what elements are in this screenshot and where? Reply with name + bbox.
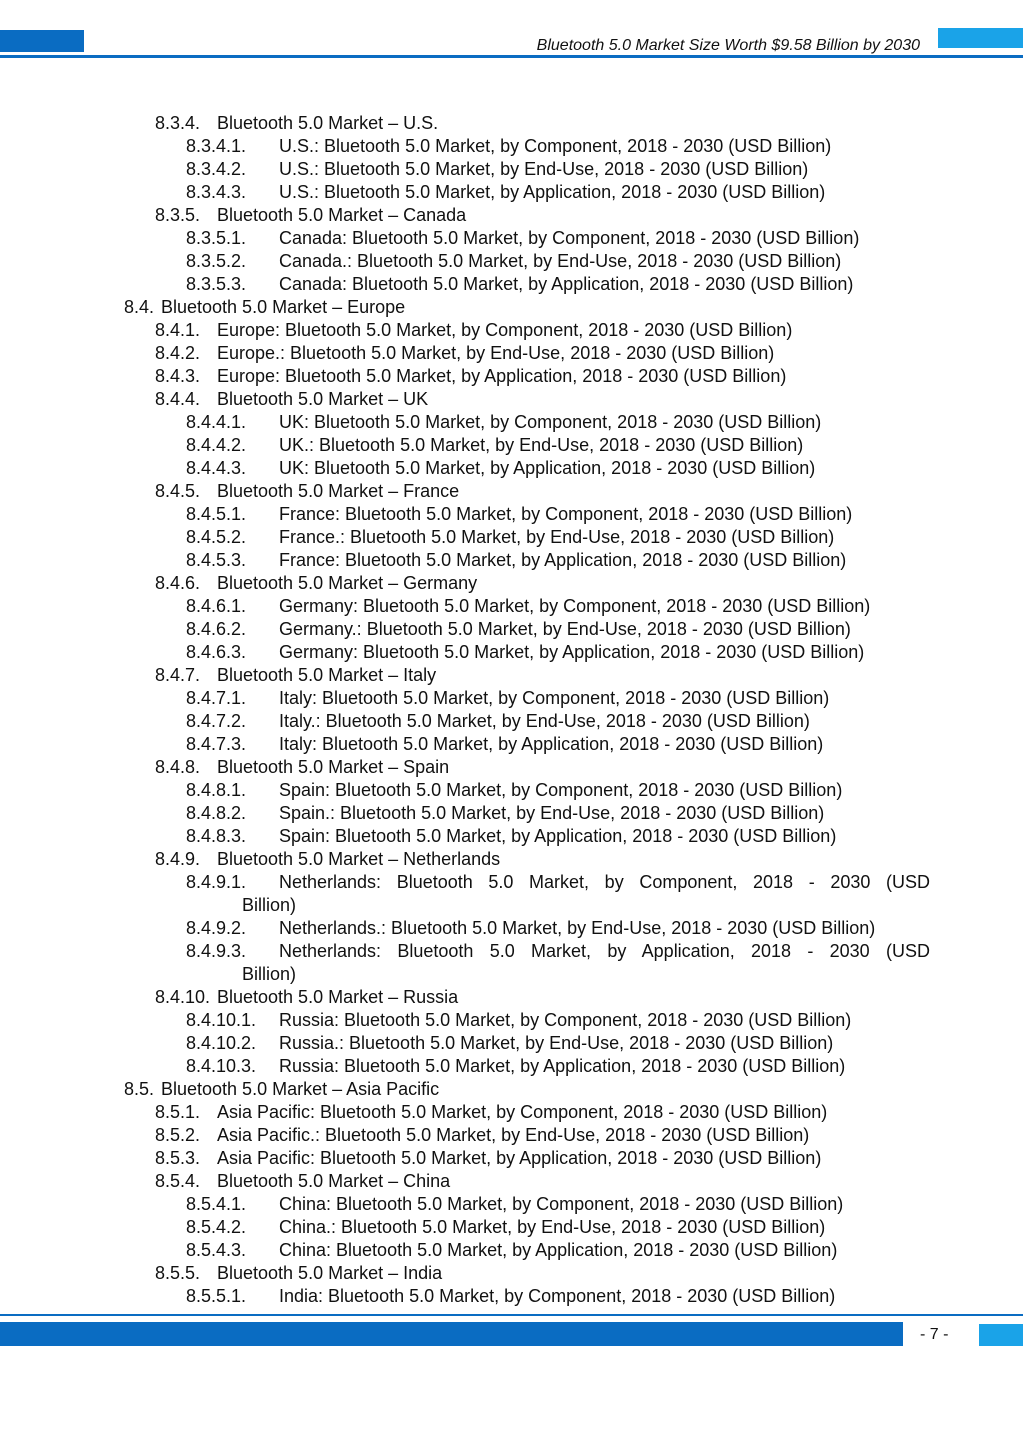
toc-entry-number: 8.4.7.3.: [186, 734, 247, 754]
toc-entry[interactable]: [0, 158, 1023, 181]
toc-entry-title: Bluetooth 5.0 Market – France: [217, 481, 460, 501]
toc-entry-title: Bluetooth 5.0 Market – Europe: [161, 297, 406, 317]
toc-entry[interactable]: [0, 733, 1023, 756]
toc-entry-title: India: Bluetooth 5.0 Market, by Component, 2018 - 2030 (USD Billion): [279, 1286, 836, 1306]
toc-entry[interactable]: [0, 1124, 1023, 1147]
toc-entry[interactable]: [0, 710, 1023, 733]
toc-entry[interactable]: [0, 1216, 1023, 1239]
toc-entry[interactable]: [0, 273, 1023, 296]
toc-entry-title: Europe: Bluetooth 5.0 Market, by Component, 2018 - 2030 (USD Billion): [217, 320, 793, 340]
toc-entry-title: UK.: Bluetooth 5.0 Market, by End-Use, 2018 - 2030 (USD Billion): [279, 435, 804, 455]
toc-entry[interactable]: [0, 802, 1023, 825]
toc-entry-number: 8.4.5.2.: [186, 527, 247, 547]
toc-entry[interactable]: [0, 181, 1023, 204]
toc-entry-title: Germany.: Bluetooth 5.0 Market, by End-Use, 2018 - 2030 (USD Billion): [279, 619, 851, 639]
toc-entry-title: Italy: Bluetooth 5.0 Market, by Application, 2018 - 2030 (USD Billion): [279, 734, 824, 754]
toc-entry[interactable]: [0, 365, 1023, 388]
header-left-block: [0, 30, 84, 52]
toc-entry-title: Bluetooth 5.0 Market – Canada: [217, 205, 467, 225]
toc-entry[interactable]: [0, 204, 1023, 227]
toc-entry-number: 8.4.7.: [155, 665, 201, 685]
toc-entry[interactable]: [0, 940, 1023, 986]
toc-entry[interactable]: [0, 687, 1023, 710]
toc-entry-title: France: Bluetooth 5.0 Market, by Application, 2018 - 2030 (USD Billion): [279, 550, 847, 570]
toc-entry[interactable]: [0, 250, 1023, 273]
toc-entry-number: 8.4.6.3.: [186, 642, 247, 662]
toc-entry-number: 8.5.4.1.: [186, 1194, 247, 1214]
toc-entry[interactable]: [0, 388, 1023, 411]
toc-entry-number: 8.4.9.: [155, 849, 201, 869]
toc-entry-title: Russia.: Bluetooth 5.0 Market, by End-Use, 2018 - 2030 (USD Billion): [279, 1033, 834, 1053]
toc-entry-number: 8.5.4.2.: [186, 1217, 247, 1237]
toc-entry[interactable]: [0, 549, 1023, 572]
toc-entry-number: 8.4.7.1.: [186, 688, 247, 708]
toc-entry[interactable]: [0, 917, 1023, 940]
toc-entry-title: Asia Pacific: Bluetooth 5.0 Market, by Application, 2018 - 2030 (USD Billion): [217, 1148, 822, 1168]
toc-entry-number: 8.4.10.3.: [186, 1056, 257, 1076]
toc-entry-title: U.S.: Bluetooth 5.0 Market, by Application, 2018 - 2030 (USD Billion): [279, 182, 826, 202]
footer-right-block: [979, 1324, 1023, 1346]
running-header-title: Bluetooth 5.0 Market Size Worth $9.58 Billion by 2030: [536, 37, 920, 54]
toc-entry[interactable]: [0, 342, 1023, 365]
page-number: - 7 -: [920, 1326, 949, 1343]
toc-entry-title: Netherlands: Bluetooth 5.0 Market, by Application, 2018 - 2030 (USD: [279, 941, 930, 961]
toc-entry[interactable]: [0, 641, 1023, 664]
toc-entry-title: UK: Bluetooth 5.0 Market, by Component, 2018 - 2030 (USD Billion): [279, 412, 822, 432]
toc-entry-title: Russia: Bluetooth 5.0 Market, by Component, 2018 - 2030 (USD Billion): [279, 1010, 852, 1030]
toc-entry-number: 8.3.5.3.: [186, 274, 247, 294]
toc-entry-title: UK: Bluetooth 5.0 Market, by Application, 2018 - 2030 (USD Billion): [279, 458, 816, 478]
toc-entry[interactable]: [0, 135, 1023, 158]
toc-entry-title: France.: Bluetooth 5.0 Market, by End-Use, 2018 - 2030 (USD Billion): [279, 527, 835, 547]
toc-entry-title: China: Bluetooth 5.0 Market, by Application, 2018 - 2030 (USD Billion): [279, 1240, 838, 1260]
toc-entry-number: 8.5.5.1.: [186, 1286, 247, 1306]
toc-entry-number: 8.5.1.: [155, 1102, 201, 1122]
toc-entry-number: 8.4.1.: [155, 320, 201, 340]
toc-entry-number: 8.4.8.: [155, 757, 201, 777]
toc-entry-title: Bluetooth 5.0 Market – Italy: [217, 665, 437, 685]
toc-entry-title: Bluetooth 5.0 Market – China: [217, 1171, 451, 1191]
toc-entry-number: 8.5.4.: [155, 1171, 201, 1191]
toc-entry[interactable]: [0, 434, 1023, 457]
toc-entry-number: 8.4.10.2.: [186, 1033, 257, 1053]
toc-entry-title: Bluetooth 5.0 Market – Spain: [217, 757, 450, 777]
toc-entry-title: U.S.: Bluetooth 5.0 Market, by Component, 2018 - 2030 (USD Billion): [279, 136, 832, 156]
toc-entry-title: Canada: Bluetooth 5.0 Market, by Component, 2018 - 2030 (USD Billion): [279, 228, 860, 248]
toc-entry-number: 8.4.9.1.: [186, 872, 247, 892]
toc-entry-number: 8.3.4.1.: [186, 136, 247, 156]
toc-entry-title: Bluetooth 5.0 Market – Germany: [217, 573, 478, 593]
toc-entry-number: 8.4.8.3.: [186, 826, 247, 846]
toc-entry[interactable]: [0, 572, 1023, 595]
toc-entry[interactable]: [0, 319, 1023, 342]
toc-entry[interactable]: [0, 480, 1023, 503]
toc-entry-title-continuation: Billion): [242, 964, 297, 984]
toc-entry[interactable]: [0, 1009, 1023, 1032]
toc-entry-number: 8.4.6.2.: [186, 619, 247, 639]
toc-entry-number: 8.3.5.: [155, 205, 201, 225]
toc-entry[interactable]: [0, 411, 1023, 434]
toc-entry-title: Italy: Bluetooth 5.0 Market, by Component, 2018 - 2030 (USD Billion): [279, 688, 830, 708]
toc-entry[interactable]: [0, 871, 1023, 917]
toc-entry-number: 8.5.4.3.: [186, 1240, 247, 1260]
toc-entry-number: 8.5.: [124, 1079, 155, 1099]
toc-entry[interactable]: [0, 595, 1023, 618]
toc-entry-title: Bluetooth 5.0 Market – U.S.: [217, 113, 439, 133]
toc-entry[interactable]: [0, 457, 1023, 480]
toc-entry-title: Germany: Bluetooth 5.0 Market, by Component, 2018 - 2030 (USD Billion): [279, 596, 871, 616]
toc-entry-number: 8.4.8.2.: [186, 803, 247, 823]
toc-entry-number: 8.4.5.3.: [186, 550, 247, 570]
toc-entry-number: 8.4.6.: [155, 573, 201, 593]
toc-entry[interactable]: [0, 1285, 1023, 1308]
toc-entry[interactable]: [0, 1055, 1023, 1078]
toc-entry-title: Italy.: Bluetooth 5.0 Market, by End-Use, 2018 - 2030 (USD Billion): [279, 711, 810, 731]
toc-entry-title: Spain: Bluetooth 5.0 Market, by Component, 2018 - 2030 (USD Billion): [279, 780, 843, 800]
toc-entry[interactable]: [0, 227, 1023, 250]
toc-entry-title: Bluetooth 5.0 Market – India: [217, 1263, 443, 1283]
toc-entry-number: 8.4.4.3.: [186, 458, 247, 478]
toc-entry-title: Bluetooth 5.0 Market – Netherlands: [217, 849, 501, 869]
toc-entry[interactable]: [0, 1262, 1023, 1285]
toc-entry-title: China: Bluetooth 5.0 Market, by Component, 2018 - 2030 (USD Billion): [279, 1194, 844, 1214]
toc-entry[interactable]: [0, 779, 1023, 802]
header-right-block: [938, 28, 1023, 48]
toc-entry[interactable]: [0, 848, 1023, 871]
toc-entry-title: Canada.: Bluetooth 5.0 Market, by End-Use, 2018 - 2030 (USD Billion): [279, 251, 842, 271]
toc-entry-number: 8.4.4.2.: [186, 435, 247, 455]
toc-entry-title: Bluetooth 5.0 Market – Russia: [217, 987, 459, 1007]
toc-entry-title: Europe.: Bluetooth 5.0 Market, by End-Use, 2018 - 2030 (USD Billion): [217, 343, 775, 363]
toc-entry-number: 8.4.3.: [155, 366, 201, 386]
toc-entry-number: 8.4.10.1.: [186, 1010, 257, 1030]
toc-entry[interactable]: [0, 1147, 1023, 1170]
toc-entry-number: 8.4.9.3.: [186, 941, 247, 961]
toc-entry[interactable]: [0, 1078, 1023, 1101]
toc-entry[interactable]: [0, 756, 1023, 779]
toc-entry-title: Bluetooth 5.0 Market – UK: [217, 389, 429, 409]
toc-entry[interactable]: [0, 825, 1023, 848]
toc-entry-title: Asia Pacific: Bluetooth 5.0 Market, by Component, 2018 - 2030 (USD Billion): [217, 1102, 828, 1122]
toc-entry-number: 8.4.5.1.: [186, 504, 247, 524]
toc-entry-number: 8.3.4.: [155, 113, 201, 133]
toc-entry-number: 8.4.2.: [155, 343, 201, 363]
toc-entry-title: Netherlands: Bluetooth 5.0 Market, by Component, 2018 - 2030 (USD: [279, 872, 930, 892]
toc-entry-title: Russia: Bluetooth 5.0 Market, by Application, 2018 - 2030 (USD Billion): [279, 1056, 846, 1076]
toc-entry-number: 8.4.6.1.: [186, 596, 247, 616]
toc-entry-number: 8.4.: [124, 297, 155, 317]
toc-entry-number: 8.4.8.1.: [186, 780, 247, 800]
toc-entry[interactable]: [0, 1239, 1023, 1262]
toc-entry[interactable]: [0, 1032, 1023, 1055]
toc-entry-title: Netherlands.: Bluetooth 5.0 Market, by End-Use, 2018 - 2030 (USD Billion): [279, 918, 876, 938]
toc-entry[interactable]: [0, 112, 1023, 135]
toc-entry[interactable]: [0, 296, 1023, 319]
toc-entry-title-continuation: Billion): [242, 895, 297, 915]
footer-rule: [0, 1314, 1023, 1316]
toc-entry-title: Europe: Bluetooth 5.0 Market, by Application, 2018 - 2030 (USD Billion): [217, 366, 787, 386]
toc-entry-number: 8.5.2.: [155, 1125, 201, 1145]
toc-entry[interactable]: [0, 503, 1023, 526]
toc-entry-number: 8.3.5.2.: [186, 251, 247, 271]
toc-entry-title: Germany: Bluetooth 5.0 Market, by Application, 2018 - 2030 (USD Billion): [279, 642, 865, 662]
toc-entry-number: 8.4.4.1.: [186, 412, 247, 432]
table-of-contents: [0, 112, 1023, 1308]
toc-entry-number: 8.4.9.2.: [186, 918, 247, 938]
header-rule: [0, 55, 1023, 58]
toc-entry-number: 8.5.3.: [155, 1148, 201, 1168]
toc-entry-title: Asia Pacific.: Bluetooth 5.0 Market, by End-Use, 2018 - 2030 (USD Billion): [217, 1125, 810, 1145]
toc-entry[interactable]: [0, 986, 1023, 1009]
toc-entry[interactable]: [0, 618, 1023, 641]
toc-entry-title: China.: Bluetooth 5.0 Market, by End-Use, 2018 - 2030 (USD Billion): [279, 1217, 826, 1237]
toc-entry-title: France: Bluetooth 5.0 Market, by Component, 2018 - 2030 (USD Billion): [279, 504, 853, 524]
toc-entry-number: 8.3.5.1.: [186, 228, 247, 248]
toc-entry-number: 8.3.4.3.: [186, 182, 247, 202]
toc-entry[interactable]: [0, 526, 1023, 549]
toc-entry-number: 8.4.7.2.: [186, 711, 247, 731]
toc-entry-number: 8.3.4.2.: [186, 159, 247, 179]
toc-entry-number: 8.4.4.: [155, 389, 201, 409]
toc-entry-title: Canada: Bluetooth 5.0 Market, by Application, 2018 - 2030 (USD Billion): [279, 274, 854, 294]
toc-entry-number: 8.4.10.: [155, 987, 211, 1007]
footer-bar: [0, 1322, 903, 1346]
toc-entry[interactable]: [0, 1101, 1023, 1124]
toc-entry-number: 8.5.5.: [155, 1263, 201, 1283]
toc-entry-number: 8.4.5.: [155, 481, 201, 501]
toc-entry[interactable]: [0, 1193, 1023, 1216]
toc-entry-title: Spain.: Bluetooth 5.0 Market, by End-Use, 2018 - 2030 (USD Billion): [279, 803, 825, 823]
toc-entry-title: Bluetooth 5.0 Market – Asia Pacific: [161, 1079, 440, 1099]
toc-entry-title: U.S.: Bluetooth 5.0 Market, by End-Use, 2018 - 2030 (USD Billion): [279, 159, 809, 179]
toc-entry-title: Spain: Bluetooth 5.0 Market, by Application, 2018 - 2030 (USD Billion): [279, 826, 837, 846]
toc-entry[interactable]: [0, 664, 1023, 687]
toc-entry[interactable]: [0, 1170, 1023, 1193]
